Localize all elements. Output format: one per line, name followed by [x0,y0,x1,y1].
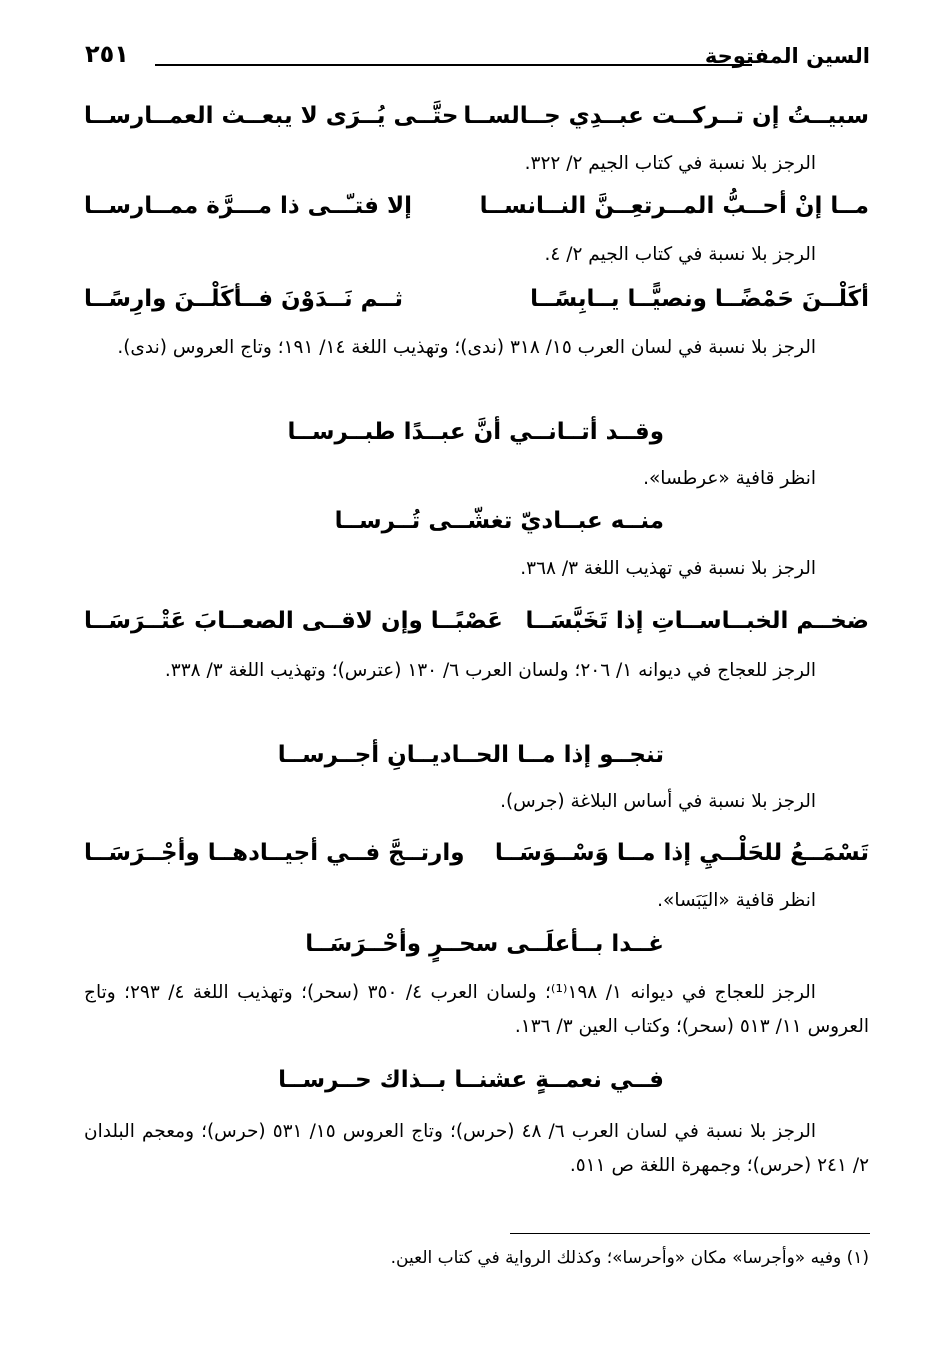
verse-single-line: فــي نعمــةٍ عشنــا بــذاك حــرســا [278,1067,664,1093]
verse-single-line: وقــد أتــانــي أنَّ عبــدًا طبــرســا [287,419,664,445]
source-note: الرجز للعجاج في ديوانه ١/ ٢٠٦؛ ولسان العرب ٦/ ١٣٠ (عترس)؛ وتهذيب اللغة ٣/ ٣٣٨. [164,660,816,681]
verse-first-hemistich: مــا إنْ أحــبُّ المــرتعِــنَّ النــانســا [479,193,869,219]
verse-single-line: منــه عبــاديّ تغشّــى تُــرســا [334,508,664,534]
verse-single-line: تنجــو إذا مــا الحــاديــانِ أجــرســا [277,742,664,768]
verse-first-hemistich: سبيــتُ إن تــركــت عبــدِي جــالســا [463,103,869,129]
source-note: الرجز بلا نسبة في أساس البلاغة (جرس). [500,791,816,812]
verse-second-hemistich: إلا فتـّــى ذا مـــرَّة ممــارســا [84,193,412,219]
source-note: انظر قافية «عرطسا». [643,468,816,489]
verse-second-hemistich: وارتــجَّ فــي أجيــادهــا وأجْــرَسَــا [84,840,465,866]
source-note: الرجز بلا نسبة في كتاب الجيم ٢/ ٤. [544,244,816,265]
source-note: الرجز بلا نسبة في لسان العرب ١٥/ ٣١٨ (ندى)؛ وتهذيب اللغة ١٤/ ١٩١؛ وتاج العروس (ندى). [117,337,816,358]
footnote: (١) وفيه «وأجرسا» مكان «وأحرسا»؛ وكذلك الرواية في كتاب العين. [390,1248,869,1268]
verse-second-hemistich: عَصْبًــا وإن لاقــى الصعــابَ عَتْــرَسَــا [84,608,503,634]
source-note: الرجز للعجاج في ديوانه ١/ ١٩٨⁽¹⁾؛ ولسان العرب ٤/ ٣٥٠ (سحر)؛ وتهذيب اللغة ٤/ ٢٩٣؛ وتاج العروس ١١/ ٥١٣ (سحر)؛ وكتاب العين ٣/ ١٣٦. [84,982,869,1037]
source-note: الرجز بلا نسبة في تهذيب اللغة ٣/ ٣٦٨. [520,558,816,579]
verse-second-hemistich: ثــم نَــدَوْنَ فــأكَلْــنَ وارِسًــا [84,286,403,312]
page-number: ٢٥١ [85,40,129,68]
footnote-separator [510,1233,870,1234]
verse-first-hemistich: تَسْمَــعُ للحَلْــيِ إذا مــا وَسْــوَسَــا [494,840,869,866]
verse-single-line: غــدا بــأعلَــى سحــرٍ وأحْــرَسَــا [305,931,664,957]
header-rule [155,64,752,66]
source-note: الرجز بلا نسبة في كتاب الجيم ٢/ ٣٢٢. [524,153,816,174]
verse-first-hemistich: أكَلْــنَ حَمْضًــا ونصيًّــا يــابِسًــا [530,286,869,312]
verse-first-hemistich: ضخــم الخبــاســاتِ إذا تَخَبَّسَــا [525,608,869,634]
source-note: الرجز بلا نسبة في لسان العرب ٦/ ٤٨ (حرس)؛ وتاج العروس ١٥/ ٥٣١ (حرس)؛ ومعجم البلدان ٢/ ٢٤١ (حرس)؛ وجمهرة اللغة ص ٥١١. [84,1121,869,1176]
page-header [85,40,870,80]
source-note: انظر قافية «اليَبَسا». [657,890,816,911]
verse-second-hemistich: حتَّــى يُــرَى لا يبعــث العمــارســا [84,103,459,129]
section-title: السين المفتوحة [704,44,870,68]
